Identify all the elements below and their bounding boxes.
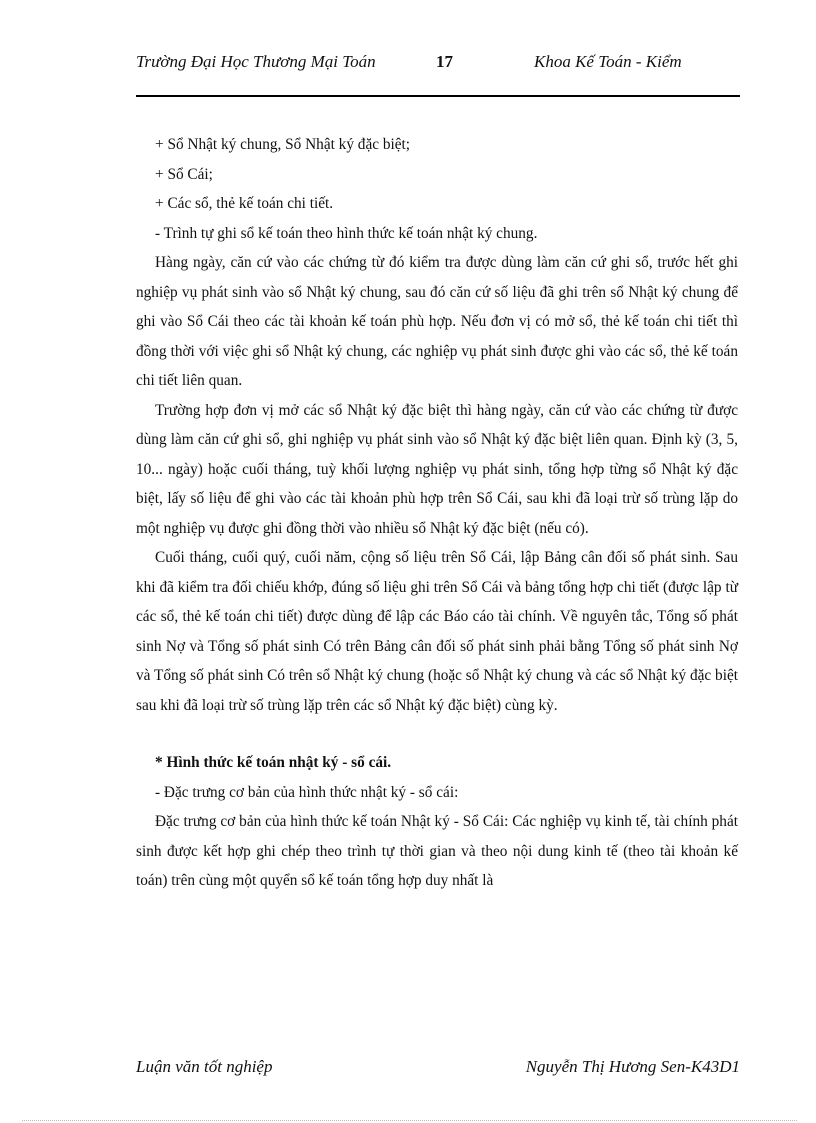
thesis-label: Luận văn tốt nghiệp — [136, 1057, 273, 1076]
document-body — [136, 130, 738, 896]
paragraph-special-journals: Trường hợp đơn vị mở các sổ Nhật ký đặc biệt thì hàng ngày, căn cứ vào các chứng từ được dùng làm căn cứ ghi sổ, ghi nghiệp vụ phát sinh vào sổ Nhật ký đặc biệt liên quan. Định kỳ (3, 5, 10... ngày) hoặc cuối tháng, tuỳ khối lượng nghiệp vụ phát sinh, tổng hợp từng sổ Nhật ký đặc biệt, lấy số liệu để ghi vào các tài khoản phù hợp trên Sổ Cái, sau khi đã loại trừ số trùng lặp do một nghiệp vụ được ghi đồng thời vào nhiều sổ Nhật ký đặc biệt (nếu có). — [136, 401, 738, 537]
page-edge-divider — [22, 1120, 797, 1121]
page-header — [136, 49, 740, 97]
school-name: Trường Đại Học Thương Mại Toán — [136, 52, 376, 71]
bullet-ledger-journals: + Sổ Nhật ký chung, Sổ Nhật ký đặc biệt; — [155, 136, 411, 153]
author-name: Nguyễn Thị Hương Sen-K43D1 — [525, 1057, 740, 1076]
subheading-characteristics: - Đặc trưng cơ bản của hình thức nhật ký - sổ cái: — [155, 783, 459, 801]
paragraph-daily-recording: Hàng ngày, căn cứ vào các chứng từ đó kiểm tra được dùng làm căn cứ ghi sổ, trước hết ghi nghiệp vụ phát sinh vào sổ Nhật ký chung, sau đó căn cứ số liệu đã ghi trên sổ Nhật ký chung để ghi vào Sổ Cái theo các tài khoản kế toán phù hợp. Nếu đơn vị có mở sổ, thẻ kế toán chi tiết thì đồng thời với việc ghi sổ Nhật ký chung, các nghiệp vụ phát sinh được ghi vào các sổ, thẻ kế toán chi tiết liên quan. — [136, 254, 738, 389]
procedure-heading: - Trình tự ghi sổ kế toán theo hình thức kế toán nhật ký chung. — [155, 224, 538, 242]
page-number: 17 — [436, 52, 453, 71]
faculty-name: Khoa Kế Toán - Kiểm — [534, 52, 682, 71]
paragraph-period-end: Cuối tháng, cuối quý, cuối năm, cộng số liệu trên Sổ Cái, lập Bảng cân đối số phát sinh. Sau khi đã kiểm tra đối chiếu khớp, đúng số liệu ghi trên Sổ Cái và bảng tổng hợp chi tiết (được lập từ các sổ, thẻ kế toán chi tiết) được dùng để lập các Báo cáo tài chính. Về nguyên tắc, Tổng số phát sinh Nợ và Tổng số phát sinh Có trên Bảng cân đối số phát sinh phải bằng Tổng số phát sinh Nợ và Tổng số phát sinh Có trên sổ Nhật ký chung (hoặc sổ Nhật ký chung và các sổ Nhật ký đặc biệt sau khi đã loại trừ số trùng lặp trên các sổ Nhật ký đặc biệt) cùng kỳ. — [136, 549, 738, 714]
paragraph-characteristics: Đặc trưng cơ bản của hình thức kế toán Nhật ký - Sổ Cái: Các nghiệp vụ kinh tế, tài chính phát sinh được kết hợp ghi chép theo trình tự thời gian và theo nội dung kinh tế (theo tài khoản kế toán) trên cùng một quyển sổ kế toán tổng hợp duy nhất là — [136, 813, 738, 889]
bullet-detail-books: + Các sổ, thẻ kế toán chi tiết. — [155, 195, 334, 212]
section-heading-journal-ledger: * Hình thức kế toán nhật ký - sổ cái. — [155, 754, 392, 771]
bullet-general-ledger: + Sổ Cái; — [155, 165, 213, 183]
